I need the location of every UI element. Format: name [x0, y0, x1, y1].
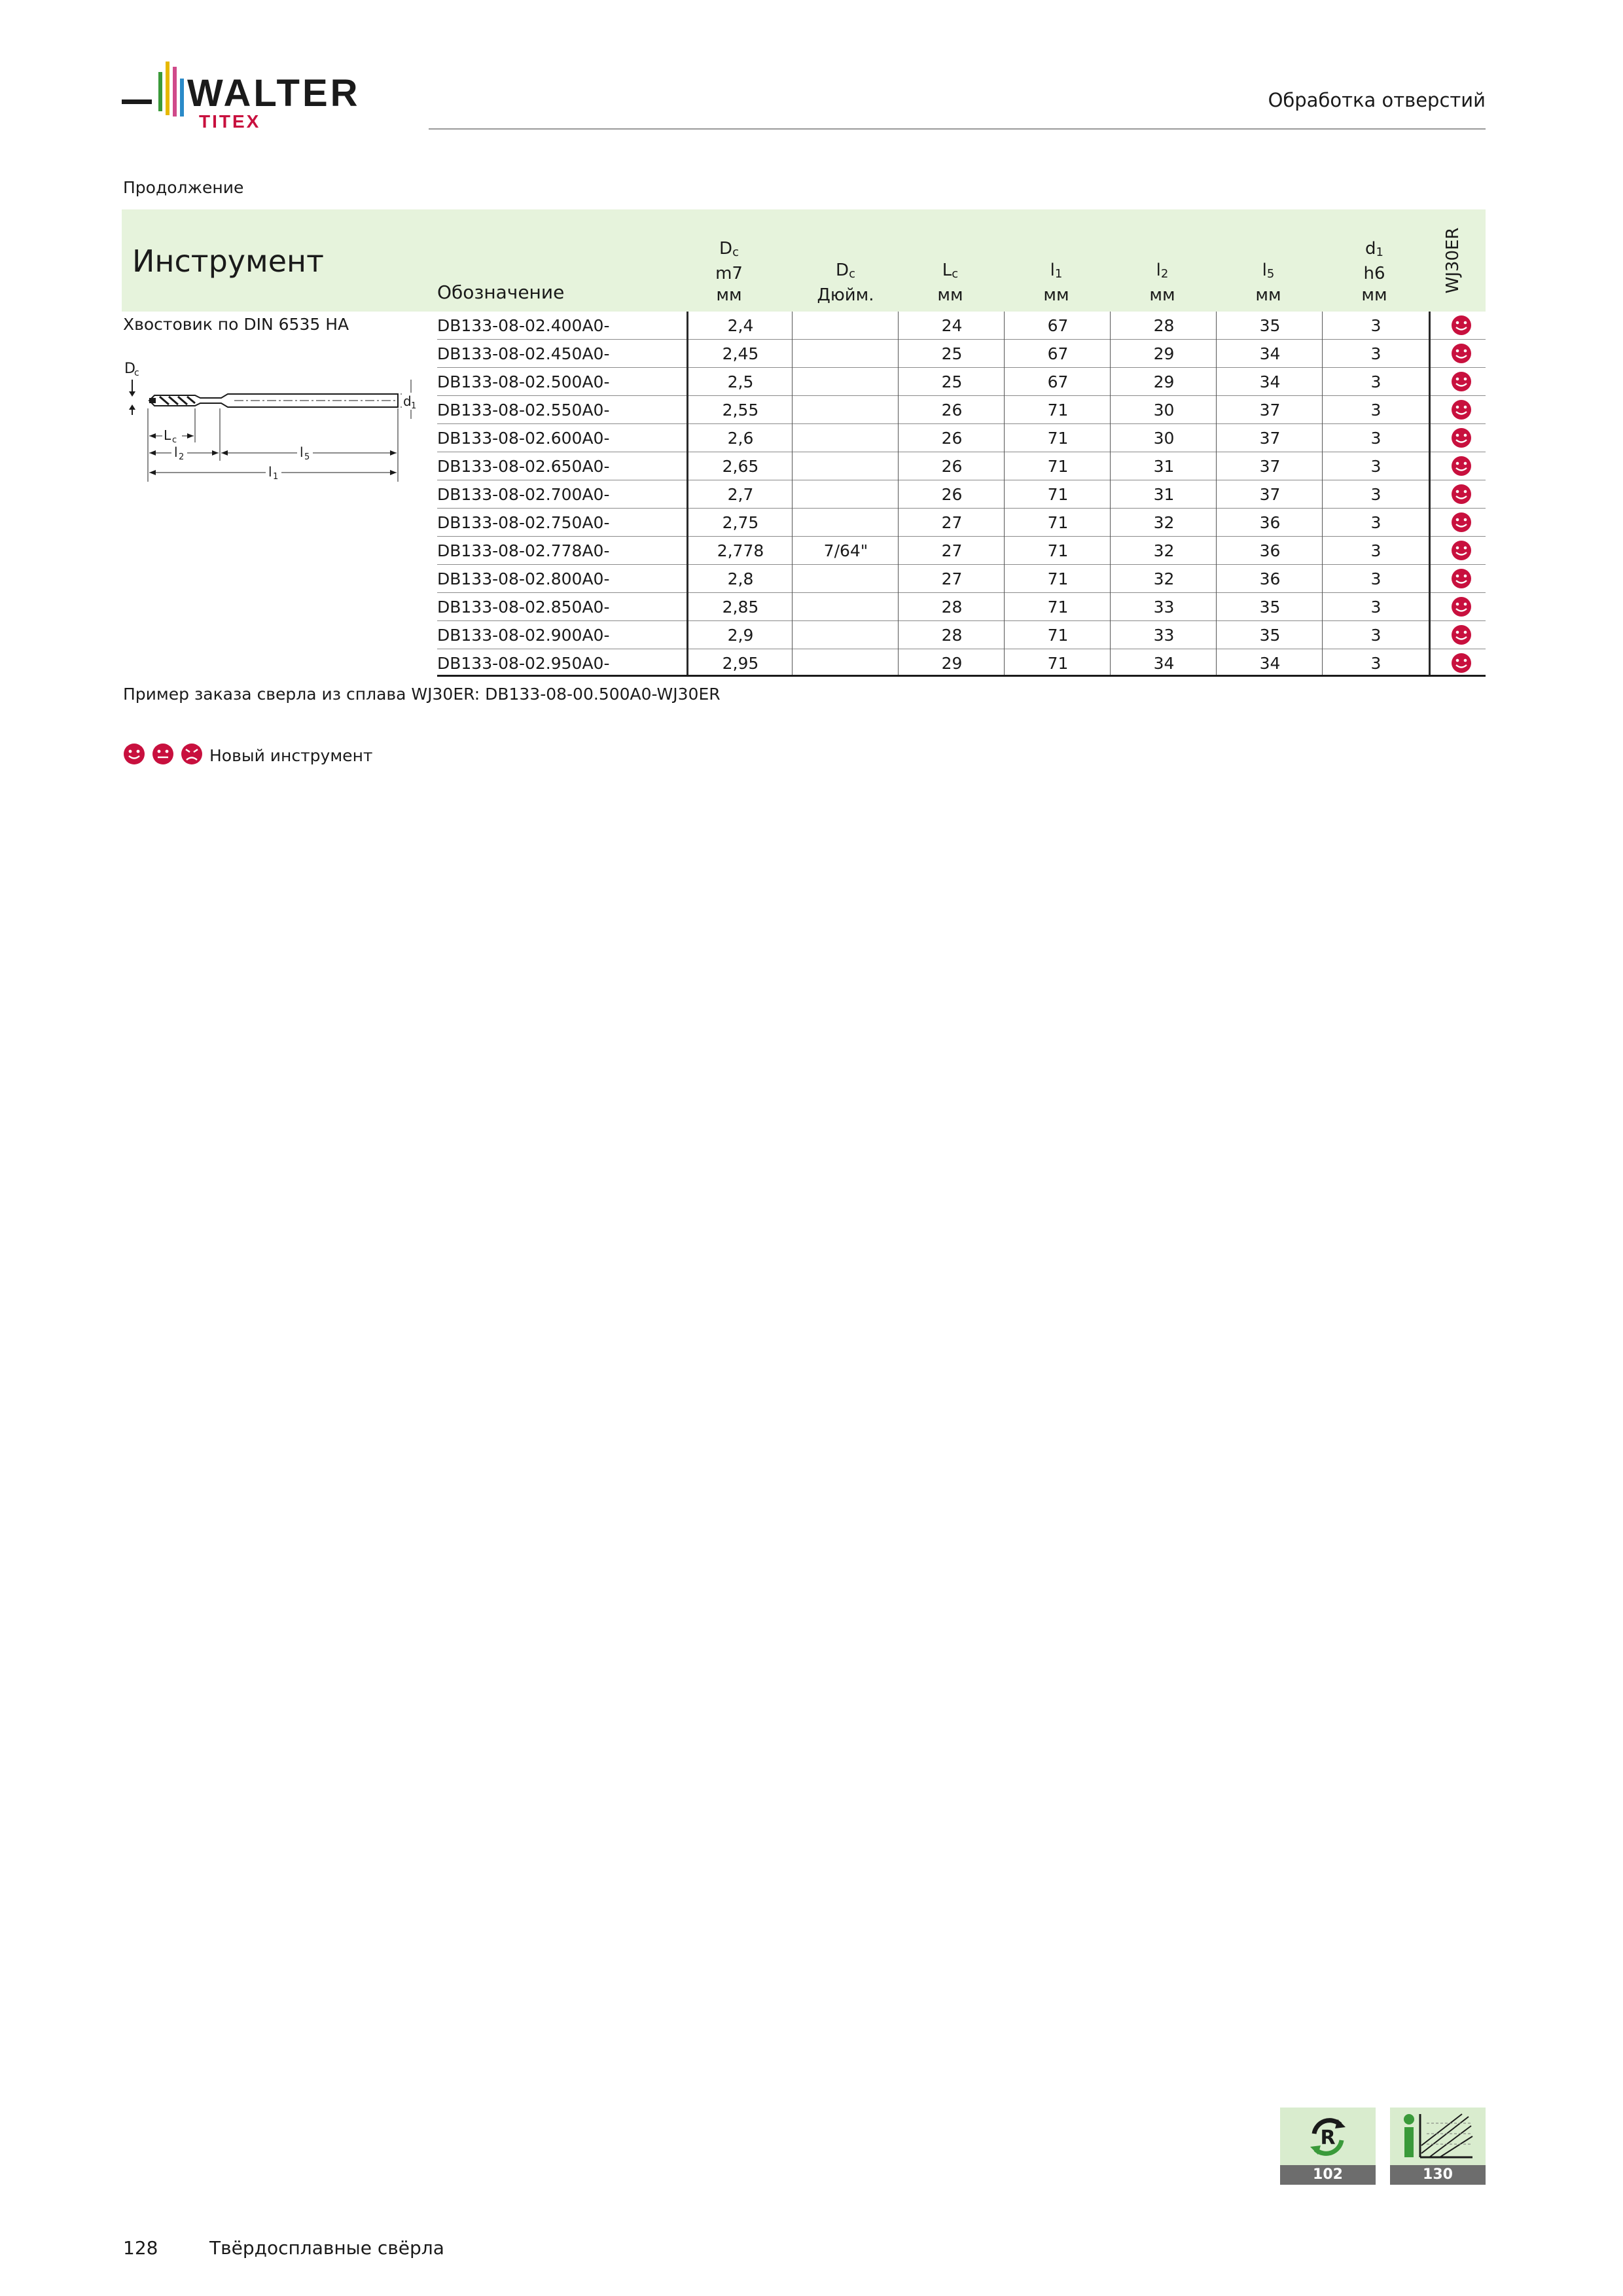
l1-cell: 71: [1047, 513, 1069, 532]
l1-cell: 67: [1047, 344, 1069, 363]
designation-cell: DB133-08-02.800A0-: [437, 569, 610, 588]
column-divider: [1004, 312, 1005, 675]
lc-cell: 27: [941, 541, 963, 560]
l5-cell: 34: [1259, 344, 1281, 363]
l2-cell: 29: [1153, 344, 1175, 363]
lc-cell: 28: [941, 598, 963, 617]
walter-titex-logo: [122, 60, 403, 132]
designation-cell: DB133-08-02.400A0-: [437, 316, 610, 335]
svg-text:1: 1: [411, 401, 417, 411]
designation-cell: DB133-08-02.600A0-: [437, 429, 610, 448]
d1-cell: 3: [1370, 401, 1382, 420]
dc-cell: 2,65: [722, 457, 759, 476]
info-chart-icon[interactable]: [1390, 2108, 1486, 2165]
l5-cell: 34: [1259, 654, 1281, 673]
dc-cell: 2,45: [722, 344, 759, 363]
l2-cell: 31: [1153, 457, 1175, 476]
dc_inch-cell: [794, 396, 898, 424]
lc-cell: 26: [941, 457, 963, 476]
table-row: [122, 537, 1486, 565]
l5-cell: 35: [1259, 598, 1281, 617]
d1-cell: 3: [1370, 316, 1382, 335]
l5-cell: 35: [1259, 626, 1281, 645]
svg-text:5: 5: [304, 452, 310, 462]
l1-cell: 71: [1047, 626, 1069, 645]
column-header-l2: $l_2$ мм: [1149, 260, 1175, 305]
order-example: Пример заказа сверла из сплава WJ30ER: DB133-08-00.500A0-WJ30ER: [123, 685, 721, 704]
lc-cell: 25: [941, 372, 963, 391]
column-divider: [1110, 312, 1111, 675]
grade-availability-icon: [1450, 539, 1472, 562]
dc-cell: 2,6: [727, 429, 754, 448]
table-row: [122, 565, 1486, 593]
dc-cell: 2,5: [727, 372, 754, 391]
table-row: [122, 649, 1486, 677]
lc-cell: 26: [941, 401, 963, 420]
l1-cell: 71: [1047, 541, 1069, 560]
table-title: Инструмент: [132, 243, 324, 279]
grade-availability-icon: [1450, 342, 1472, 365]
dc_inch-cell: [794, 368, 898, 396]
dc-cell: 2,8: [727, 569, 754, 588]
dc_inch-cell: [794, 480, 898, 509]
grade-availability-icon: [1450, 399, 1472, 421]
l1-cell: 71: [1047, 485, 1069, 504]
svg-text:l: l: [174, 444, 178, 460]
dc-cell: 2,4: [727, 316, 754, 335]
l2-cell: 31: [1153, 485, 1175, 504]
dc-cell: 2,55: [722, 401, 759, 420]
grade-availability-icon: [1450, 483, 1472, 505]
lc-cell: 29: [941, 654, 963, 673]
l5-cell: 35: [1259, 316, 1281, 335]
column-divider: [1216, 312, 1217, 675]
designation-cell: DB133-08-02.900A0-: [437, 626, 610, 645]
l5-cell: 37: [1259, 457, 1281, 476]
section-title: Обработка отверстий: [1268, 89, 1486, 111]
dc-cell: 2,75: [722, 513, 759, 532]
d1-cell: 3: [1370, 598, 1382, 617]
l1-cell: 71: [1047, 598, 1069, 617]
neutral-face-icon: [152, 744, 173, 764]
grade-availability-icon: [1450, 596, 1472, 618]
grade-availability-icon: [1450, 511, 1472, 533]
table-row: [122, 340, 1486, 368]
l2-cell: 30: [1153, 401, 1175, 420]
svg-text:l: l: [268, 464, 272, 480]
dc_inch-cell: [794, 509, 898, 537]
column-divider: [792, 312, 793, 675]
lc-cell: 26: [941, 485, 963, 504]
dc_inch-cell: 7/64": [823, 541, 868, 560]
grade-availability-icon: [1450, 370, 1472, 393]
svg-text:L: L: [164, 427, 171, 443]
recondition-icon[interactable]: [1280, 2108, 1376, 2165]
d1-cell: 3: [1370, 513, 1382, 532]
table-row: [122, 621, 1486, 649]
lc-cell: 28: [941, 626, 963, 645]
designation-cell: DB133-08-02.650A0-: [437, 457, 610, 476]
svg-text:R: R: [1320, 2126, 1336, 2149]
l5-cell: 36: [1259, 569, 1281, 588]
d1-cell: 3: [1370, 457, 1382, 476]
header-rule: [429, 128, 1486, 130]
designation-cell: DB133-08-02.700A0-: [437, 485, 610, 504]
dc-cell: 2,7: [727, 485, 754, 504]
d1-cell: 3: [1370, 429, 1382, 448]
d1-cell: 3: [1370, 344, 1382, 363]
l2-cell: 32: [1153, 541, 1175, 560]
dc_inch-cell: [794, 452, 898, 480]
table-row: [122, 368, 1486, 396]
lc-cell: 26: [941, 429, 963, 448]
l5-cell: 34: [1259, 372, 1281, 391]
dc_inch-cell: [794, 340, 898, 368]
l2-cell: 32: [1153, 513, 1175, 532]
column-divider: [1429, 312, 1431, 675]
svg-text:c: c: [134, 368, 139, 378]
l1-cell: 71: [1047, 401, 1069, 420]
brand-main: WALTER: [187, 72, 361, 115]
grade-availability-icon: [1450, 567, 1472, 590]
grade-availability-icon: [1450, 427, 1472, 449]
l5-cell: 36: [1259, 513, 1281, 532]
designation-cell: DB133-08-02.950A0-: [437, 654, 610, 673]
l1-cell: 71: [1047, 429, 1069, 448]
lc-cell: 24: [941, 316, 963, 335]
l2-cell: 33: [1153, 598, 1175, 617]
svg-text:D: D: [124, 361, 135, 377]
designation-cell: DB133-08-02.550A0-: [437, 401, 610, 420]
column-divider: [687, 312, 688, 675]
grade-availability-icon: [1450, 314, 1472, 336]
d1-cell: 3: [1370, 485, 1382, 504]
dc_inch-cell: [794, 312, 898, 340]
dc_inch-cell: [794, 424, 898, 452]
column-header-l5: $l_5$ мм: [1255, 260, 1281, 305]
info-chart-page-ref[interactable]: 130: [1390, 2165, 1486, 2185]
shank-label: Хвостовик по DIN 6535 HA: [123, 315, 349, 334]
dc-cell: 2,778: [717, 541, 764, 560]
d1-cell: 3: [1370, 541, 1382, 560]
l2-cell: 32: [1153, 569, 1175, 588]
svg-text:c: c: [172, 435, 177, 445]
column-header-l1: $l_1$ мм: [1043, 260, 1069, 305]
l2-cell: 29: [1153, 372, 1175, 391]
dc_inch-cell: [794, 649, 898, 677]
dc_inch-cell: [794, 565, 898, 593]
l1-cell: 71: [1047, 569, 1069, 588]
recondition-page-ref[interactable]: 102: [1280, 2165, 1376, 2185]
d1-cell: 3: [1370, 654, 1382, 673]
l1-cell: 67: [1047, 372, 1069, 391]
dc-cell: 2,9: [727, 626, 754, 645]
sad-face-icon: [181, 744, 202, 764]
grade-availability-icon: [1450, 652, 1472, 674]
dc-cell: 2,85: [722, 598, 759, 617]
designation-cell: DB133-08-02.450A0-: [437, 344, 610, 363]
table-row: [122, 480, 1486, 509]
footer-title: Твёрдосплавные свёрла: [209, 2237, 444, 2259]
table-row: [122, 509, 1486, 537]
svg-text:l: l: [300, 444, 304, 460]
table-row: [122, 424, 1486, 452]
legend-icons: [123, 742, 208, 768]
column-header-dc: $D_c$ m7 мм: [715, 239, 743, 305]
designation-cell: DB133-08-02.750A0-: [437, 513, 610, 532]
dc_inch-cell: [794, 593, 898, 621]
svg-text:1: 1: [273, 472, 279, 482]
svg-text:d: d: [403, 393, 412, 409]
brand-sub: TITEX: [199, 111, 261, 132]
l2-cell: 33: [1153, 626, 1175, 645]
column-header-dc-inch: $D_c$ Дюйм.: [817, 260, 874, 305]
table-row: [122, 312, 1486, 340]
svg-text:2: 2: [179, 452, 185, 462]
l1-cell: 67: [1047, 316, 1069, 335]
legend-label: Новый инструмент: [209, 746, 373, 765]
column-header-lc: $L_c$ мм: [937, 260, 963, 305]
grade-availability-icon: [1450, 455, 1472, 477]
lc-cell: 27: [941, 569, 963, 588]
l2-cell: 28: [1153, 316, 1175, 335]
l5-cell: 37: [1259, 429, 1281, 448]
dc_inch-cell: [794, 621, 898, 649]
column-header-grade: WJ30ER: [1443, 227, 1463, 294]
l2-cell: 34: [1153, 654, 1175, 673]
page-number: 128: [123, 2237, 158, 2259]
continued-label: Продолжение: [123, 178, 244, 197]
designation-cell: DB133-08-02.500A0-: [437, 372, 610, 391]
grade-availability-icon: [1450, 624, 1472, 646]
d1-cell: 3: [1370, 372, 1382, 391]
l2-cell: 30: [1153, 429, 1175, 448]
table-bottom-rule: [437, 675, 1486, 677]
table-row: [122, 396, 1486, 424]
d1-cell: 3: [1370, 569, 1382, 588]
d1-cell: 3: [1370, 626, 1382, 645]
table-row: [122, 593, 1486, 621]
dc-cell: 2,95: [722, 654, 759, 673]
designation-cell: DB133-08-02.850A0-: [437, 598, 610, 617]
column-header-d1: $d_1$ h6 мм: [1361, 239, 1387, 305]
column-divider: [1322, 312, 1323, 675]
l5-cell: 36: [1259, 541, 1281, 560]
table-row: [122, 452, 1486, 480]
lc-cell: 25: [941, 344, 963, 363]
l1-cell: 71: [1047, 457, 1069, 476]
smile-face-icon: [124, 744, 145, 764]
l5-cell: 37: [1259, 485, 1281, 504]
designation-cell: DB133-08-02.778A0-: [437, 541, 610, 560]
column-header-designation: Обозначение: [437, 281, 565, 303]
lc-cell: 27: [941, 513, 963, 532]
column-divider: [898, 312, 899, 675]
l1-cell: 71: [1047, 654, 1069, 673]
l5-cell: 37: [1259, 401, 1281, 420]
